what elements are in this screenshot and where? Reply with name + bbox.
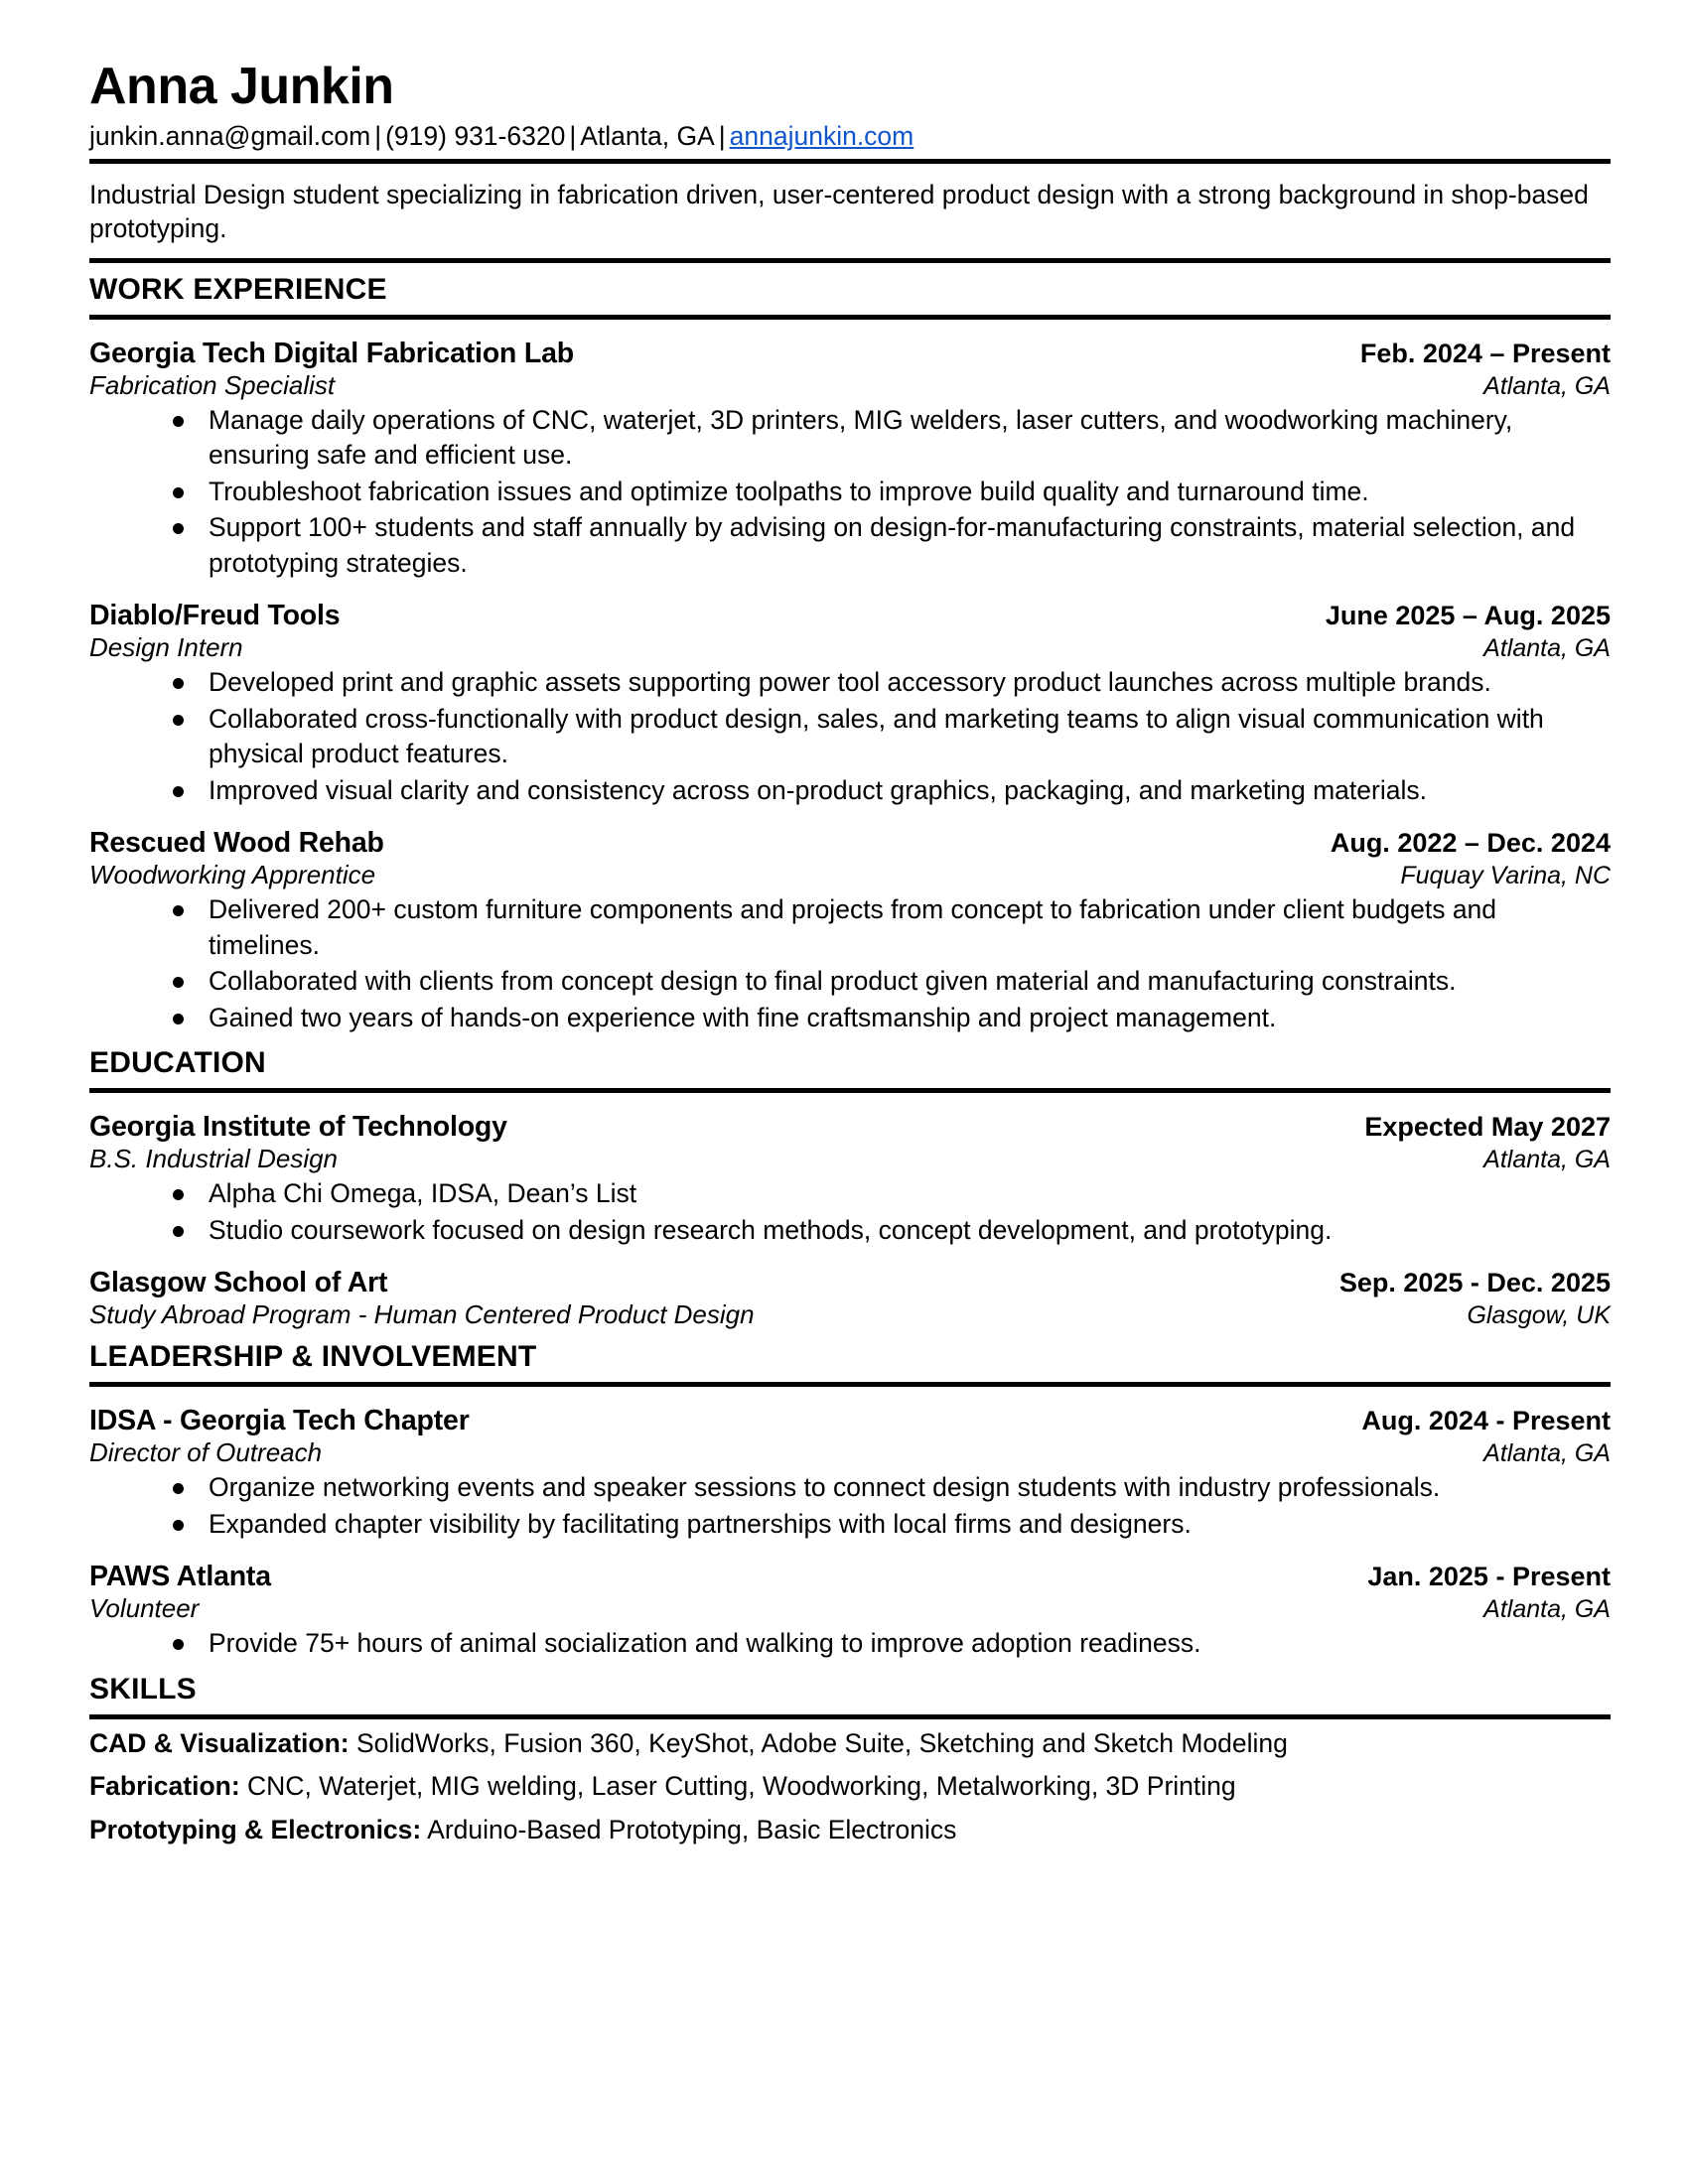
- work-entry-top-row: [89, 338, 1611, 370]
- education-entry-top-row: [89, 1267, 1611, 1299]
- skill-items: CNC, Waterjet, MIG welding, Laser Cutting, Woodworking, Metalworking, 3D Printing: [247, 1771, 1236, 1802]
- leadership-entry-top-row: [89, 1405, 1611, 1437]
- education-entry-top-row: [89, 1111, 1611, 1144]
- job-location: Atlanta, GA: [1483, 371, 1611, 400]
- leadership-entry-sub-row: [89, 1593, 1611, 1624]
- graduation-date: Expected May 2027: [1364, 1112, 1611, 1143]
- education-entry: [89, 1093, 1611, 1248]
- skill-group: [89, 1806, 1611, 1849]
- work-bullet-list: [89, 665, 1611, 808]
- contact-phone: (919) 931-6320: [385, 120, 566, 151]
- leadership-entry-sub-row: [89, 1437, 1611, 1468]
- organization-location: Atlanta, GA: [1483, 1595, 1611, 1624]
- list-item: Provide 75+ hours of animal socialization and walking to improve adoption readiness.: [167, 1626, 1611, 1662]
- position-title: Volunteer: [89, 1593, 200, 1624]
- school-name: Glasgow School of Art: [89, 1267, 388, 1299]
- contact-line: [89, 120, 1611, 153]
- school-name: Georgia Institute of Technology: [89, 1111, 507, 1144]
- list-item: Organize networking events and speaker sessions to connect design students with industry professionals.: [167, 1470, 1611, 1506]
- work-entry: [89, 320, 1611, 582]
- skill-items: Arduino-Based Prototyping, Basic Electronics: [427, 1814, 957, 1844]
- list-item: Developed print and graphic assets supporting power tool accessory product launches across multiple brands.: [167, 665, 1611, 701]
- employer-name: Rescued Wood Rehab: [89, 827, 384, 860]
- contact-location: Atlanta, GA: [580, 120, 715, 151]
- list-item: Delivered 200+ custom furniture components and projects from concept to fabrication under client budgets and timelines.: [167, 892, 1611, 963]
- work-bullet-list: [89, 403, 1611, 582]
- job-title: Design Intern: [89, 632, 243, 663]
- education-entry: [89, 1249, 1611, 1330]
- list-item: Expanded chapter visibility by facilitating partnerships with local firms and designers.: [167, 1507, 1611, 1543]
- leadership-bullet-list: [89, 1626, 1611, 1662]
- job-location: Fuquay Varina, NC: [1400, 862, 1611, 890]
- leadership-bullet-list: [89, 1470, 1611, 1542]
- work-entry-top-row: [89, 827, 1611, 860]
- employment-dates: Aug. 2022 – Dec. 2024: [1330, 828, 1611, 859]
- section-heading-work: WORK EXPERIENCE: [89, 272, 387, 306]
- skill-category-label: CAD & Visualization:: [89, 1727, 350, 1758]
- employment-dates: June 2025 – Aug. 2025: [1325, 601, 1611, 631]
- job-location: Atlanta, GA: [1483, 634, 1611, 663]
- list-item: Manage daily operations of CNC, waterjet, 3D printers, MIG welders, laser cutters, and woodworking machinery, ensuring safe and efficient use.: [167, 403, 1611, 474]
- list-item: Alpha Chi Omega, IDSA, Dean’s List: [167, 1176, 1611, 1212]
- graduation-date: Sep. 2025 - Dec. 2025: [1338, 1268, 1611, 1298]
- work-entry-top-row: [89, 600, 1611, 632]
- school-location: Glasgow, UK: [1467, 1301, 1611, 1330]
- skill-group: [89, 1762, 1611, 1806]
- professional-summary: Industrial Design student specializing in fabrication driven, user-centered product design with a strong background in shop-based prototyping.: [89, 179, 1589, 244]
- work-entry: [89, 582, 1611, 808]
- employment-dates: Feb. 2024 – Present: [1359, 338, 1611, 368]
- employer-name: Diablo/Freud Tools: [89, 600, 341, 632]
- leadership-entry-top-row: [89, 1561, 1611, 1593]
- contact-separator-3: |: [718, 120, 726, 151]
- section-heading-skills: SKILLS: [89, 1672, 197, 1706]
- education-entry-sub-row: [89, 1144, 1611, 1174]
- list-item: Collaborated with clients from concept design to final product given material and manufacturing constraints.: [167, 964, 1611, 1000]
- resume-header: [89, 60, 1611, 153]
- job-title: Woodworking Apprentice: [89, 860, 376, 890]
- section-heading-leadership: LEADERSHIP & INVOLVEMENT: [89, 1340, 537, 1374]
- education-entry-sub-row: [89, 1299, 1611, 1330]
- degree-name: Study Abroad Program - Human Centered Product Design: [89, 1299, 755, 1330]
- list-item: Collaborated cross-functionally with product design, sales, and marketing teams to align visual communication with physical product features.: [167, 702, 1611, 772]
- list-item: Gained two years of hands-on experience with fine craftsmanship and project management.: [167, 1001, 1611, 1036]
- education-bullet-list: [89, 1176, 1611, 1248]
- list-item: Support 100+ students and staff annually by advising on design-for-manufacturing constraints, material selection, and prototyping strategies.: [167, 510, 1611, 581]
- job-title: Fabrication Specialist: [89, 369, 336, 400]
- candidate-name: Anna Junkin: [89, 58, 394, 115]
- list-item: Troubleshoot fabrication issues and optimize toolpaths to improve build quality and turnaround time.: [167, 475, 1611, 510]
- skill-category-label: Prototyping & Electronics:: [89, 1814, 422, 1844]
- position-title: Director of Outreach: [89, 1437, 323, 1468]
- work-bullet-list: [89, 892, 1611, 1035]
- school-location: Atlanta, GA: [1483, 1146, 1611, 1174]
- skill-category-label: Fabrication:: [89, 1771, 240, 1802]
- section-heading-education: EDUCATION: [89, 1046, 266, 1080]
- organization-name: PAWS Atlanta: [89, 1561, 271, 1593]
- involvement-dates: Jan. 2025 - Present: [1367, 1562, 1611, 1592]
- involvement-dates: Aug. 2024 - Present: [1361, 1406, 1611, 1436]
- work-entry-sub-row: [89, 632, 1611, 663]
- degree-name: B.S. Industrial Design: [89, 1144, 339, 1174]
- work-entry-sub-row: [89, 860, 1611, 890]
- skill-items: SolidWorks, Fusion 360, KeyShot, Adobe Suite, Sketching and Sketch Modeling: [355, 1727, 1288, 1758]
- contact-separator-2: |: [569, 120, 577, 151]
- work-entry: [89, 809, 1611, 1035]
- website-link[interactable]: annajunkin.com: [729, 120, 914, 151]
- organization-location: Atlanta, GA: [1483, 1439, 1611, 1468]
- contact-separator-1: |: [374, 120, 382, 151]
- employer-name: Georgia Tech Digital Fabrication Lab: [89, 337, 574, 369]
- leadership-entry: [89, 1543, 1611, 1662]
- work-entry-sub-row: [89, 370, 1611, 401]
- list-item: Improved visual clarity and consistency across on-product graphics, packaging, and marketing materials.: [167, 773, 1611, 809]
- organization-name: IDSA - Georgia Tech Chapter: [89, 1405, 470, 1437]
- contact-email: junkin.anna@gmail.com: [89, 120, 371, 151]
- list-item: Studio coursework focused on design research methods, concept development, and prototyping.: [167, 1213, 1611, 1249]
- skill-group: [89, 1719, 1611, 1763]
- leadership-entry: [89, 1387, 1611, 1542]
